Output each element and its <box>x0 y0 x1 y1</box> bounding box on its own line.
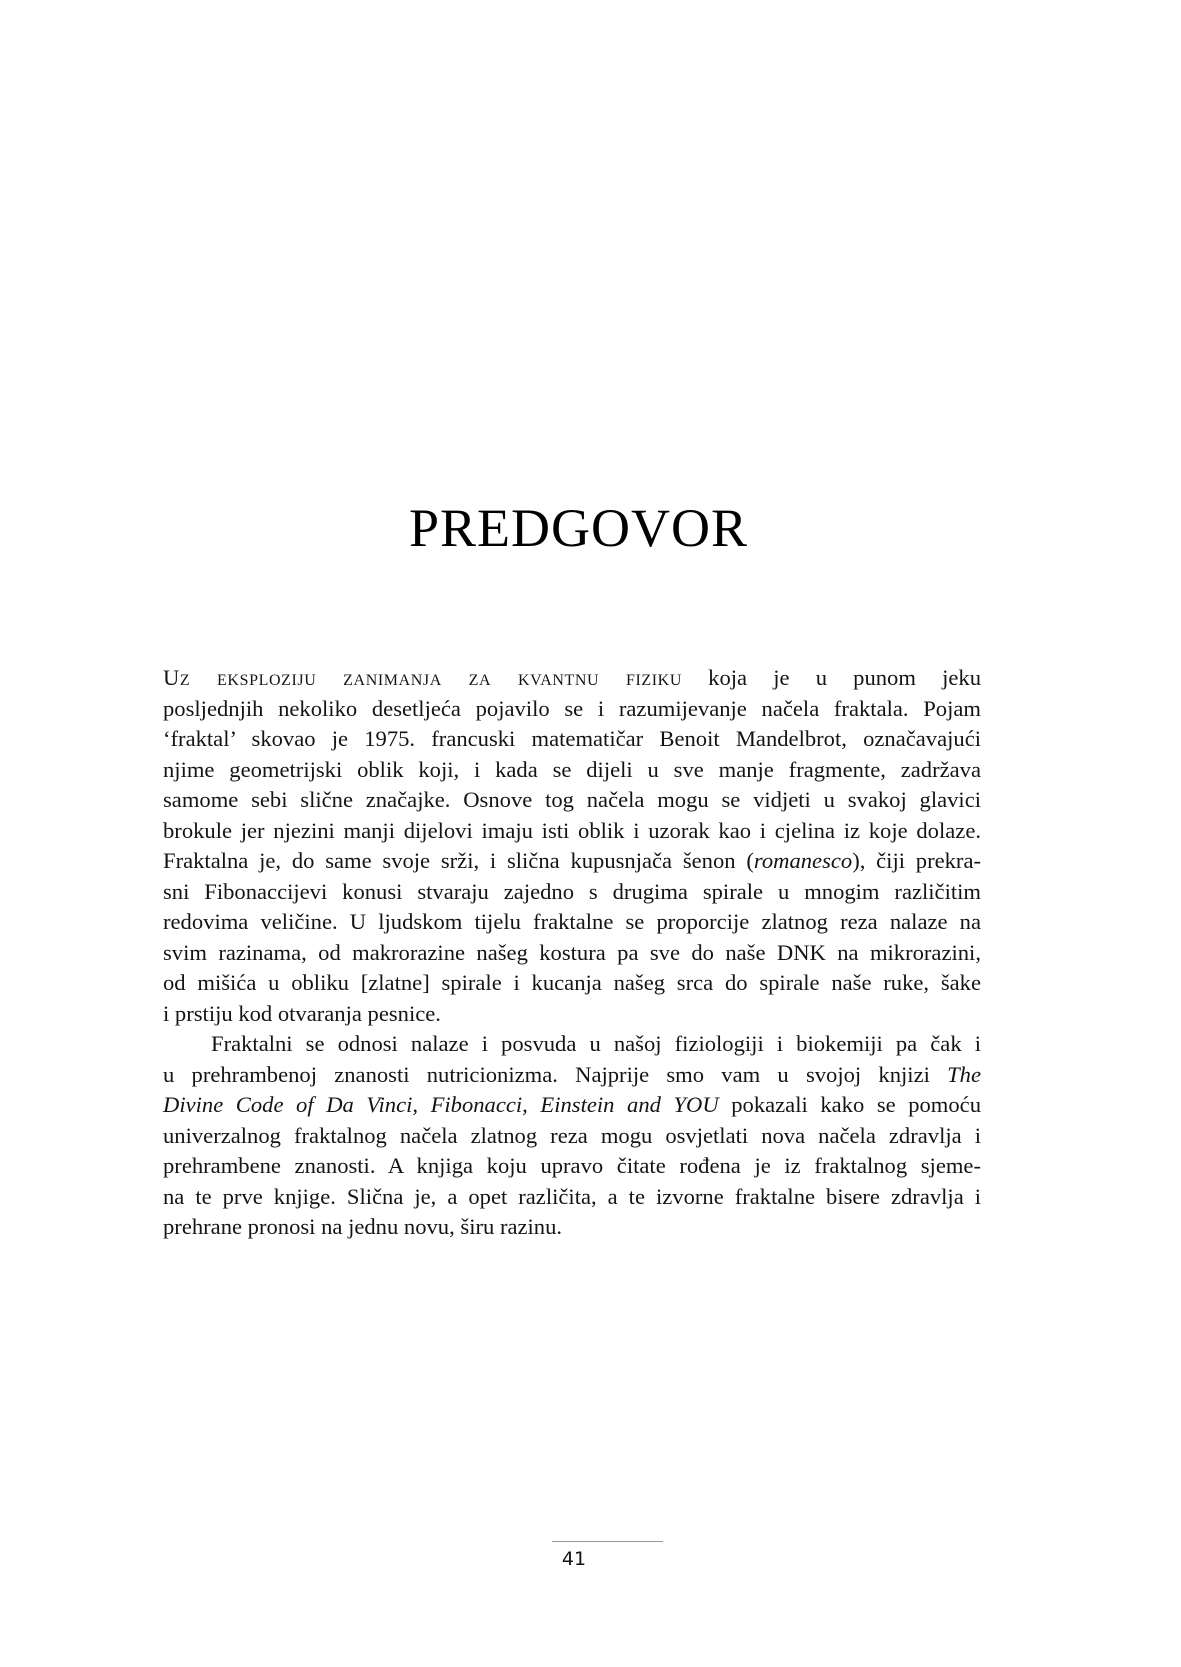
text-line <box>163 785 981 816</box>
italic-text: The <box>947 1061 981 1087</box>
text-line <box>163 1029 981 1060</box>
text-run: samome sebi slične značajke. Osnove tog načela mogu se vidjeti u svakoj glavici <box>163 787 981 812</box>
chapter-title: PREDGOVOR <box>408 498 749 558</box>
text-line <box>163 724 981 755</box>
page-number: 41 <box>561 1548 587 1570</box>
text-line <box>163 968 981 999</box>
text-line <box>163 1121 981 1152</box>
text-line <box>163 938 981 969</box>
text-line <box>163 1060 981 1091</box>
text-line <box>163 694 981 725</box>
paragraph <box>163 1029 981 1243</box>
text-run: i prstiju kod otvaranja pesnice. <box>163 1000 441 1026</box>
text-run: ‘fraktal’ skovao je 1975. francuski matematičar Benoit Mandelbrot, označavajući <box>163 726 981 751</box>
text-line <box>163 663 981 694</box>
paragraph <box>163 663 981 1029</box>
text-line <box>163 1090 981 1121</box>
text-line <box>163 1182 981 1213</box>
text-run: Fraktalna je, do same svoje srži, i slična kupusnjača šenon ( <box>163 848 754 873</box>
text-run: u prehrambenoj znanosti nutricionizma. Najprije smo vam u svojoj knjizi <box>163 1061 948 1087</box>
lead-in-smallcaps: Uz eksploziju zanimanja za kvantnu fiziku <box>163 665 682 690</box>
text-line <box>163 1212 981 1243</box>
text-run: ), čiji prekra- <box>852 848 981 873</box>
text-run: prehrane pronosi na jednu novu, širu razinu. <box>163 1214 563 1239</box>
text-run: univerzalnog fraktalnog načela zlatnog reza mogu osvjetlati nova načela zdravlja i <box>163 1122 981 1148</box>
footer-rule <box>552 1541 663 1542</box>
text-line <box>163 755 981 786</box>
text-run: njime geometrijski oblik koji, i kada se dijeli u sve manje fragmente, zadržava <box>163 756 981 782</box>
text-line <box>163 877 981 908</box>
text-line <box>163 999 981 1030</box>
text-run: redovima veličine. U ljudskom tijelu fraktalne se proporcije zlatnog reza nalaze na <box>163 909 981 934</box>
italic-text: romanesco <box>753 848 853 873</box>
text-run: brokule jer njezini manji dijelovi imaju isti oblik i uzorak kao i cjelina iz koje dolaze. <box>163 817 981 843</box>
body-text <box>163 663 981 1243</box>
text-run: Fraktalni se odnosi nalaze i posvuda u našoj fiziologiji i biokemiji pa čak i <box>211 1031 981 1056</box>
text-run: svim razinama, od makrorazine našeg kostura pa sve do naše DNK na mikrorazini, <box>163 939 981 965</box>
text-line <box>163 816 981 847</box>
text-run: od mišića u obliku [zlatne] spirale i kucanja našeg srca do spirale naše ruke, šake <box>163 970 981 995</box>
text-line <box>163 846 981 877</box>
text-run: sni Fibonaccijevi konusi stvaraju zajedno s drugima spirale u mnogim različitim <box>163 878 981 904</box>
text-run: na te prve knjige. Slična je, a opet različita, a te izvorne fraktalne bisere zdravlja i <box>163 1183 981 1209</box>
text-run: pokazali kako se pomoću <box>718 1092 981 1117</box>
text-run: koja je u punom jeku <box>682 665 981 690</box>
text-run: posljednjih nekoliko desetljeća pojavilo se i razumijevanje načela fraktala. Pojam <box>163 695 981 721</box>
italic-text: Divine Code of Da Vinci, Fibonacci, Einstein and YOU <box>163 1092 719 1117</box>
text-line <box>163 1151 981 1182</box>
text-line <box>163 907 981 938</box>
text-run: prehrambene znanosti. A knjiga koju upravo čitate rođena je iz fraktalnog sjeme- <box>163 1153 981 1178</box>
